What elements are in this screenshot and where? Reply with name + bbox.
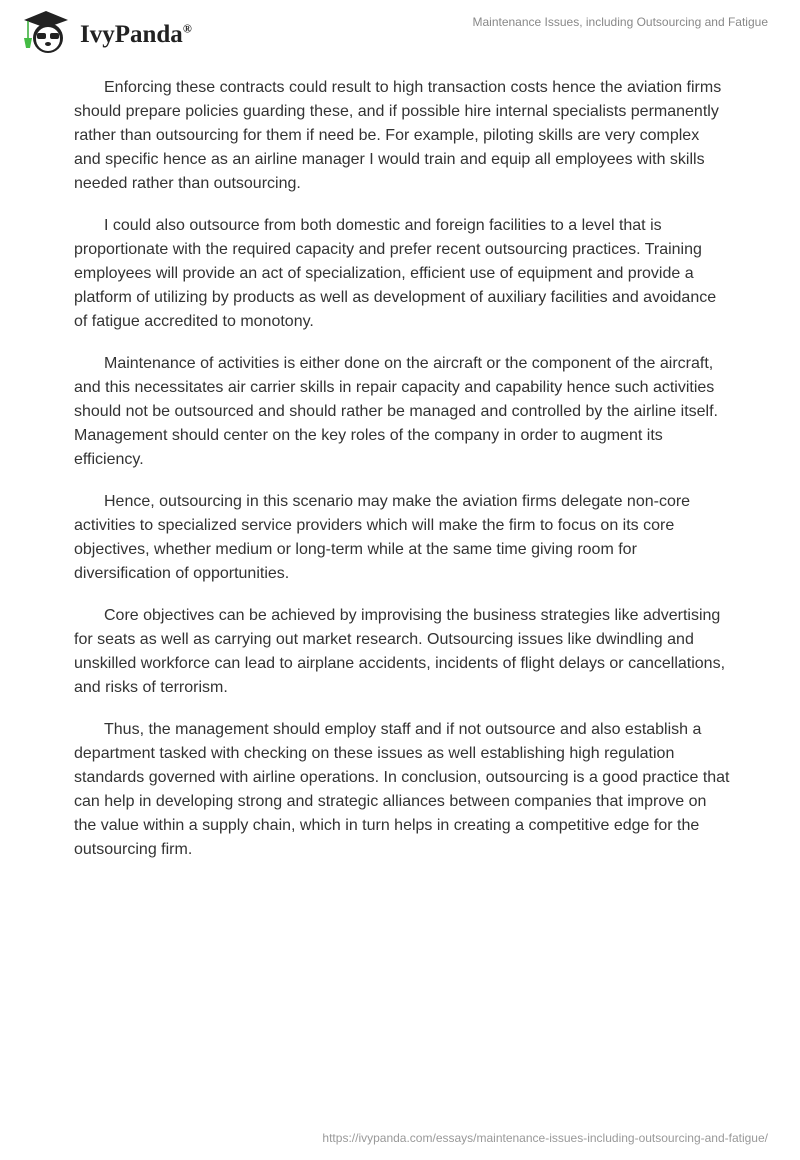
paragraph: Thus, the management should employ staff and if not outsource and also establish a department tasked with checking on these issues as well establishing high regulation standards governed with airline operations. In conclusion, outsourcing is a good practice that can help in developing strong and strategic alliances between companies that improve on the value within a supply chain, which in turn helps in creating a competitive edge for the outsourcing firm. bbox=[74, 721, 730, 858]
panda-graduate-icon bbox=[18, 8, 74, 56]
paragraph: Core objectives can be achieved by improvising the business strategies like advertising for seats as well as carrying out market research. Outsourcing issues like dwindling and unskilled workforce can lead to airplane accidents, incidents of flight delays or cancellations, and risks of terrorism. bbox=[74, 607, 726, 696]
essay-body bbox=[74, 76, 730, 880]
paragraph: Enforcing these contracts could result to high transaction costs hence the aviation firms should prepare policies guarding these, and if possible hire internal specialists permanently rather than outsourcing for them if need be. For example, piloting skills are very complex and specific hence as an airline manager I would train and equip all employees with skills needed rather than outsourcing. bbox=[74, 79, 722, 192]
header-title: Maintenance Issues, including Outsourcing and Fatigue bbox=[472, 15, 768, 29]
paragraph: Maintenance of activities is either done on the aircraft or the component of the aircraft, and this necessitates air carrier skills in repair capacity and capability hence such activities should not be outsourced and should rather be managed and controlled by the airline itself. Management should center on the key roles of the company in order to augment its efficiency. bbox=[74, 355, 718, 468]
paragraph: I could also outsource from both domestic and foreign facilities to a level that is proportionate with the required capacity and prefer recent outsourcing practices. Training employees will provide an act of specialization, efficient use of equipment and provide a platform of utilizing by products as well as development of auxiliary facilities and avoidance of fatigue accredited to monotony. bbox=[74, 217, 717, 330]
footer-url-link[interactable]: https://ivypanda.com/essays/maintenance-issues-including-outsourcing-and-fatigue/ bbox=[322, 1131, 768, 1145]
logo-text: IvyPanda® bbox=[80, 21, 192, 48]
ivypanda-logo[interactable] bbox=[18, 8, 192, 56]
paragraph: Hence, outsourcing in this scenario may make the aviation firms delegate non-core activities to specialized service providers which will make the firm to focus on its core objectives, whether medium or long-term while at the same time giving room for diversification of opportunities. bbox=[74, 493, 691, 582]
